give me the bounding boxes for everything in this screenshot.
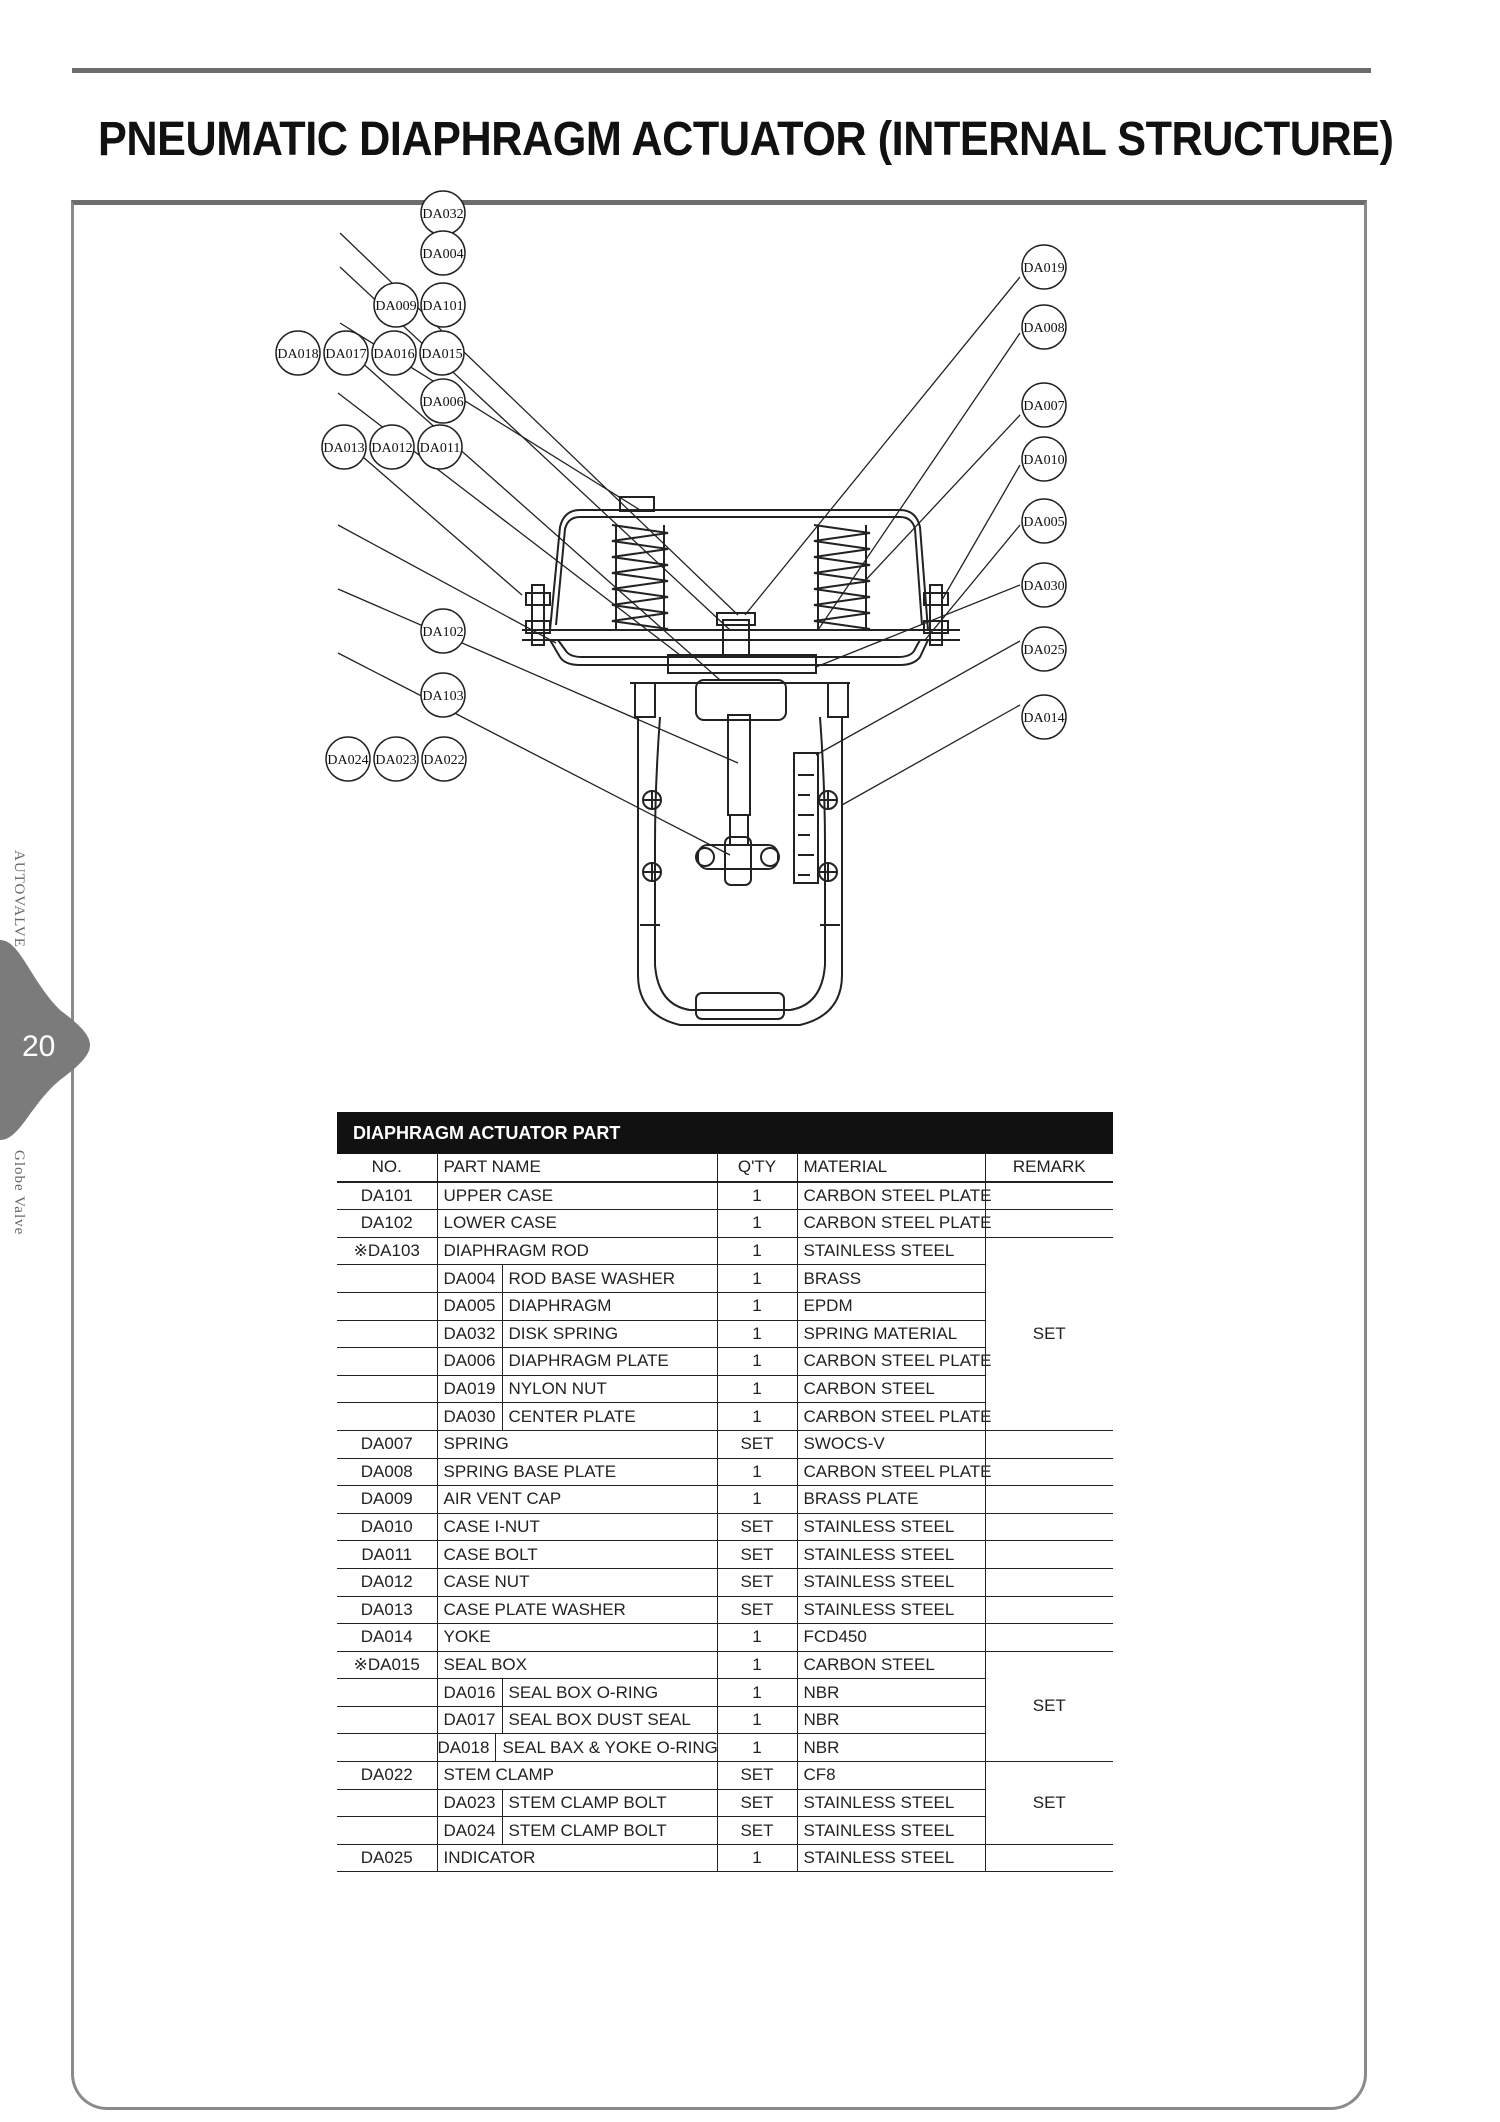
row-sub-number: DA006 <box>438 1348 503 1375</box>
row-remark: SET <box>985 1237 1113 1430</box>
row-qty: 1 <box>717 1265 797 1293</box>
row-subpart <box>437 1789 717 1817</box>
callout-DA004 <box>421 231 465 275</box>
row-qty: 1 <box>717 1348 797 1376</box>
side-category-label: Globe Valve <box>11 1150 27 1236</box>
row-remark <box>985 1486 1113 1514</box>
row-material: SWOCS-V <box>797 1430 985 1458</box>
row-remark: SET <box>985 1651 1113 1761</box>
callout-DA102 <box>421 609 465 653</box>
callout-DA005 <box>1022 499 1066 543</box>
row-sub-number: DA032 <box>438 1321 503 1348</box>
row-remark <box>985 1513 1113 1541</box>
table-row <box>337 1596 1113 1624</box>
callout-DA004-label: DA004 <box>422 247 464 262</box>
row-material: CARBON STEEL PLATE <box>797 1348 985 1376</box>
table-row <box>337 1182 1113 1210</box>
row-material: BRASS <box>797 1265 985 1293</box>
callout-DA005-label: DA005 <box>1023 515 1065 530</box>
row-qty: 1 <box>717 1486 797 1514</box>
row-material: BRASS PLATE <box>797 1486 985 1514</box>
row-material: STAINLESS STEEL <box>797 1237 985 1265</box>
row-part-name: AIR VENT CAP <box>437 1486 717 1514</box>
row-part-name: UPPER CASE <box>437 1182 717 1210</box>
row-number <box>337 1348 437 1376</box>
row-material: FCD450 <box>797 1624 985 1652</box>
row-number: DA009 <box>337 1486 437 1514</box>
row-sub-number: DA016 <box>438 1679 503 1706</box>
row-number: DA012 <box>337 1568 437 1596</box>
row-remark <box>985 1568 1113 1596</box>
callout-DA022-label: DA022 <box>423 753 465 768</box>
row-part-name: SPRING BASE PLATE <box>437 1458 717 1486</box>
row-number <box>337 1320 437 1348</box>
row-qty: 1 <box>717 1734 797 1762</box>
row-qty: SET <box>717 1762 797 1790</box>
callout-DA019 <box>1022 245 1066 289</box>
callout-DA006 <box>421 379 465 423</box>
callout-DA008 <box>1022 305 1066 349</box>
row-material: CARBON STEEL PLATE <box>797 1210 985 1238</box>
table-row <box>337 1458 1113 1486</box>
col-header-qty: Q'TY <box>717 1154 797 1182</box>
side-brand-label: AUTOVALVE <box>11 850 27 948</box>
callout-DA024-label: DA024 <box>327 753 369 768</box>
row-qty: 1 <box>717 1679 797 1707</box>
row-part-name: SPRING <box>437 1430 717 1458</box>
row-material: CARBON STEEL PLATE <box>797 1182 985 1210</box>
row-qty: 1 <box>717 1210 797 1238</box>
row-number: DA010 <box>337 1513 437 1541</box>
callout-DA022 <box>422 737 466 781</box>
callout-DA007-label: DA007 <box>1023 399 1065 414</box>
row-part-name: DISK SPRING <box>508 1323 619 1343</box>
row-subpart <box>437 1348 717 1376</box>
callout-DA016 <box>372 331 416 375</box>
table-title-row <box>337 1112 1113 1154</box>
row-material: CARBON STEEL <box>797 1651 985 1679</box>
callout-DA012-label: DA012 <box>371 441 413 456</box>
row-qty: 1 <box>717 1237 797 1265</box>
callout-DA030-label: DA030 <box>1023 579 1065 594</box>
callout-DA010-label: DA010 <box>1023 453 1065 468</box>
row-qty: 1 <box>717 1706 797 1734</box>
row-remark <box>985 1844 1113 1872</box>
row-material: STAINLESS STEEL <box>797 1817 985 1845</box>
row-number: ※DA103 <box>337 1237 437 1265</box>
row-qty: 1 <box>717 1292 797 1320</box>
callout-DA032-label: DA032 <box>422 207 464 222</box>
table-row <box>337 1430 1113 1458</box>
row-part-name: STEM CLAMP <box>437 1762 717 1790</box>
callout-DA103 <box>421 673 465 717</box>
callout-DA010 <box>1022 437 1066 481</box>
col-header-remark: REMARK <box>985 1154 1113 1182</box>
table-row <box>337 1651 1113 1679</box>
row-number: DA025 <box>337 1844 437 1872</box>
row-subpart <box>437 1679 717 1707</box>
row-number <box>337 1817 437 1845</box>
parts-table <box>337 1112 1113 1872</box>
row-material: NBR <box>797 1734 985 1762</box>
row-subpart <box>437 1817 717 1845</box>
table-row <box>337 1210 1113 1238</box>
row-number: ※DA015 <box>337 1651 437 1679</box>
table-row <box>337 1762 1113 1790</box>
row-sub-number: DA018 <box>438 1734 497 1761</box>
row-number <box>337 1375 437 1403</box>
row-qty: SET <box>717 1513 797 1541</box>
row-number <box>337 1679 437 1707</box>
row-number: DA102 <box>337 1210 437 1238</box>
row-material: CARBON STEEL PLATE <box>797 1458 985 1486</box>
row-number: DA014 <box>337 1624 437 1652</box>
page-number: 20 <box>22 1030 56 1063</box>
row-part-name: CASE NUT <box>437 1568 717 1596</box>
row-part-name: STEM CLAMP BOLT <box>508 1792 667 1812</box>
row-part-name: DIAPHRAGM ROD <box>437 1237 717 1265</box>
row-material: EPDM <box>797 1292 985 1320</box>
callout-DA009-label: DA009 <box>375 299 417 314</box>
row-part-name: SEAL BOX O-RING <box>508 1682 659 1702</box>
table-row <box>337 1486 1113 1514</box>
row-material: STAINLESS STEEL <box>797 1568 985 1596</box>
row-subpart <box>437 1706 717 1734</box>
row-material: STAINLESS STEEL <box>797 1596 985 1624</box>
row-subpart <box>437 1292 717 1320</box>
table-row <box>337 1513 1113 1541</box>
row-sub-number: DA024 <box>438 1817 503 1844</box>
row-remark <box>985 1458 1113 1486</box>
row-sub-number: DA023 <box>438 1790 503 1817</box>
callout-DA013 <box>322 425 366 469</box>
row-qty: SET <box>717 1568 797 1596</box>
table-row <box>337 1844 1113 1872</box>
callout-DA014-label: DA014 <box>1023 711 1065 726</box>
row-part-name: CASE BOLT <box>437 1541 717 1569</box>
row-qty: 1 <box>717 1320 797 1348</box>
callout-DA015-label: DA015 <box>421 347 463 362</box>
row-subpart <box>437 1375 717 1403</box>
callout-DA030 <box>1022 563 1066 607</box>
callout-DA011 <box>418 425 462 469</box>
row-sub-number: DA017 <box>438 1707 503 1734</box>
callout-DA006-label: DA006 <box>422 395 464 410</box>
row-number: DA101 <box>337 1182 437 1210</box>
callout-DA024 <box>326 737 370 781</box>
callout-DA102-label: DA102 <box>422 625 464 640</box>
row-part-name: NYLON NUT <box>508 1379 607 1399</box>
row-material: CF8 <box>797 1762 985 1790</box>
row-material: NBR <box>797 1706 985 1734</box>
row-remark <box>985 1210 1113 1238</box>
row-number: DA022 <box>337 1762 437 1790</box>
row-material: CARBON STEEL <box>797 1375 985 1403</box>
table-row <box>337 1568 1113 1596</box>
row-subpart <box>437 1734 717 1762</box>
row-material: CARBON STEEL PLATE <box>797 1403 985 1431</box>
callout-DA008-label: DA008 <box>1023 321 1065 336</box>
row-number <box>337 1403 437 1431</box>
row-part-name: DIAPHRAGM <box>508 1296 612 1316</box>
row-sub-number: DA004 <box>438 1265 503 1292</box>
row-sub-number: DA005 <box>438 1293 503 1320</box>
row-qty: 1 <box>717 1182 797 1210</box>
actuator-diagram <box>260 207 1080 1035</box>
row-remark <box>985 1624 1113 1652</box>
row-remark: SET <box>985 1762 1113 1845</box>
row-subpart <box>437 1320 717 1348</box>
table-title: DIAPHRAGM ACTUATOR PART <box>337 1112 1113 1154</box>
callout-DA017-label: DA017 <box>325 347 367 362</box>
callout-DA017 <box>324 331 368 375</box>
row-remark <box>985 1182 1113 1210</box>
table-row <box>337 1541 1113 1569</box>
row-part-name: CENTER PLATE <box>508 1406 636 1426</box>
row-number: DA007 <box>337 1430 437 1458</box>
row-subpart <box>437 1265 717 1293</box>
row-qty: SET <box>717 1817 797 1845</box>
page-title: PNEUMATIC DIAPHRAGM ACTUATOR (INTERNAL STRUCTURE) <box>98 113 1394 166</box>
callout-DA018 <box>276 331 320 375</box>
col-header-no: NO. <box>337 1154 437 1182</box>
row-sub-number: DA019 <box>438 1376 503 1403</box>
row-material: STAINLESS STEEL <box>797 1844 985 1872</box>
callout-DA011-label: DA011 <box>419 441 461 456</box>
table-header-row <box>337 1154 1113 1182</box>
row-part-name: CASE I-NUT <box>437 1513 717 1541</box>
row-part-name: YOKE <box>437 1624 717 1652</box>
table-row <box>337 1624 1113 1652</box>
row-number: DA008 <box>337 1458 437 1486</box>
row-material: SPRING MATERIAL <box>797 1320 985 1348</box>
col-header-name: PART NAME <box>437 1154 717 1182</box>
row-number <box>337 1292 437 1320</box>
table-row <box>337 1237 1113 1265</box>
callout-DA018-label: DA018 <box>277 347 319 362</box>
row-part-name: DIAPHRAGM PLATE <box>508 1351 669 1371</box>
row-part-name: STEM CLAMP BOLT <box>508 1820 667 1840</box>
row-remark <box>985 1541 1113 1569</box>
row-part-name: INDICATOR <box>437 1844 717 1872</box>
row-material: STAINLESS STEEL <box>797 1789 985 1817</box>
row-number <box>337 1706 437 1734</box>
row-qty: SET <box>717 1596 797 1624</box>
row-part-name: SEAL BAX & YOKE O-RING <box>502 1737 718 1757</box>
row-part-name: SEAL BOX DUST SEAL <box>508 1710 691 1730</box>
row-number: DA011 <box>337 1541 437 1569</box>
row-qty: 1 <box>717 1651 797 1679</box>
top-rule <box>72 68 1371 73</box>
row-part-name: ROD BASE WASHER <box>508 1268 676 1288</box>
row-part-name: CASE PLATE WASHER <box>437 1596 717 1624</box>
row-qty: 1 <box>717 1403 797 1431</box>
row-qty: SET <box>717 1430 797 1458</box>
callout-DA019-label: DA019 <box>1023 261 1065 276</box>
callout-DA007 <box>1022 383 1066 427</box>
col-header-material: MATERIAL <box>797 1154 985 1182</box>
callout-DA103-label: DA103 <box>422 689 464 704</box>
callout-DA014 <box>1022 695 1066 739</box>
callout-DA015 <box>420 331 464 375</box>
callout-DA101 <box>421 283 465 327</box>
callout-DA025-label: DA025 <box>1023 643 1065 658</box>
callout-DA016-label: DA016 <box>373 347 415 362</box>
row-material: NBR <box>797 1679 985 1707</box>
row-qty: SET <box>717 1541 797 1569</box>
row-subpart <box>437 1403 717 1431</box>
row-number: DA013 <box>337 1596 437 1624</box>
row-qty: SET <box>717 1789 797 1817</box>
row-qty: 1 <box>717 1844 797 1872</box>
callout-DA009 <box>374 283 418 327</box>
callout-DA032 <box>421 191 465 235</box>
row-number <box>337 1734 437 1762</box>
actuator-drawing <box>522 497 960 1025</box>
row-material: STAINLESS STEEL <box>797 1513 985 1541</box>
callout-DA023 <box>374 737 418 781</box>
row-number <box>337 1789 437 1817</box>
row-remark <box>985 1430 1113 1458</box>
row-remark <box>985 1596 1113 1624</box>
row-part-name: LOWER CASE <box>437 1210 717 1238</box>
row-sub-number: DA030 <box>438 1403 503 1430</box>
row-qty: 1 <box>717 1624 797 1652</box>
callout-DA101-label: DA101 <box>422 299 464 314</box>
row-qty: 1 <box>717 1458 797 1486</box>
callout-DA023-label: DA023 <box>375 753 417 768</box>
row-number <box>337 1265 437 1293</box>
row-material: STAINLESS STEEL <box>797 1541 985 1569</box>
callout-DA025 <box>1022 627 1066 671</box>
row-part-name: SEAL BOX <box>437 1651 717 1679</box>
callout-DA013-label: DA013 <box>323 441 365 456</box>
callout-DA012 <box>370 425 414 469</box>
row-qty: 1 <box>717 1375 797 1403</box>
